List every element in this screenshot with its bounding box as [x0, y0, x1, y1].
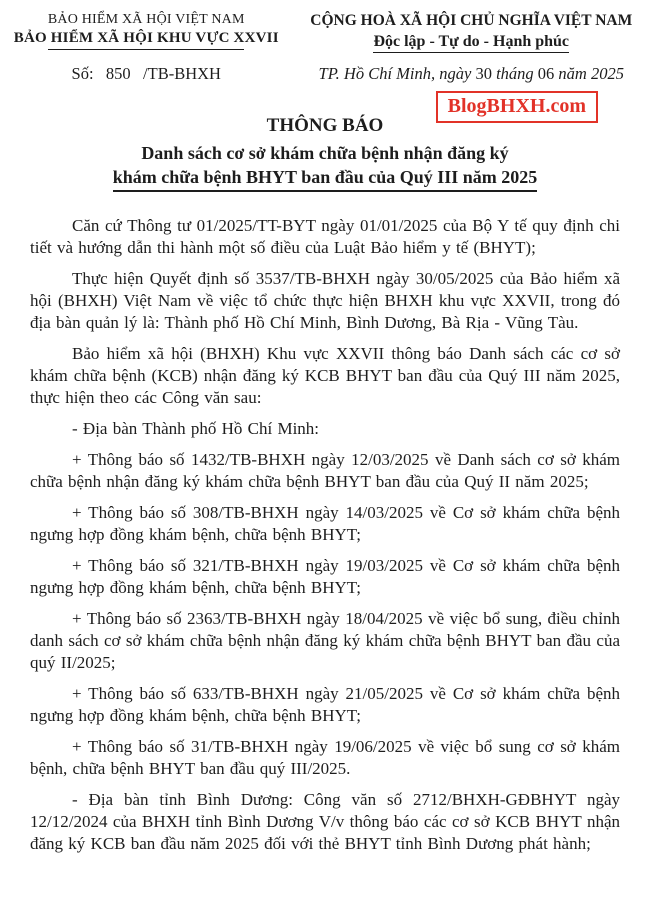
date-mid: tháng	[491, 64, 538, 83]
document-subtitle-line1: Danh sách cơ sở khám chữa bệnh nhận đăng ký	[141, 143, 509, 163]
blogbhxh-watermark-badge: BlogBHXH.com	[436, 91, 598, 123]
agency-name: BẢO HIỂM XÃ HỘI KHU VỰC XXVII	[13, 30, 279, 46]
date-day: 30	[475, 64, 492, 83]
agency-underline	[48, 49, 244, 50]
date-month: 06	[537, 64, 555, 83]
national-motto: Độc lập - Tự do - Hạnh phúc	[373, 33, 569, 53]
paragraph-notice-31: + Thông báo số 31/TB-BHXH ngày 19/06/2025 về việc bổ sung cơ sở khám bệnh, chữa bệnh BHYT ban đầu quý III/2025.	[30, 737, 620, 778]
paragraph-notice-1432: + Thông báo số 1432/TB-BHXH ngày 12/03/2025 về Danh sách cơ sở khám chữa bệnh nhận đăng ký khám chữa bệnh BHYT ban đầu của Quý II năm 2025;	[30, 450, 620, 491]
document-number: Số: 850 /TB-BHXH	[71, 64, 221, 83]
document-title: THÔNG BÁO	[266, 115, 384, 136]
date-prefix: TP. Hồ Chí Minh, ngày	[318, 64, 476, 83]
date-suffix: năm 2025	[554, 64, 624, 83]
paragraph-area-hcmc: - Địa bàn Thành phố Hồ Chí Minh:	[72, 419, 320, 438]
issuing-agency-block	[0, 12, 293, 53]
national-motto-block	[293, 12, 650, 53]
paragraph-legal-basis-1: Căn cứ Thông tư 01/2025/TT-BYT ngày 01/01/2025 của Bộ Y tế quy định chi tiết và hướng dẫn thi hành một số điều của Luật Bảo hiểm y tế (BHYT);	[30, 216, 620, 257]
number-date-row	[0, 64, 650, 84]
document-body	[30, 215, 620, 855]
agency-parent-name: BẢO HIỂM XÃ HỘI VIỆT NAM	[47, 12, 245, 27]
place-and-date	[293, 64, 650, 84]
paragraph-notice-308: + Thông báo số 308/TB-BHXH ngày 14/03/2025 về Cơ sở khám chữa bệnh ngưng hợp đồng khám bệnh, chữa bệnh BHYT;	[30, 503, 620, 544]
paragraph-notice-2363: + Thông báo số 2363/TB-BHXH ngày 18/04/2025 về việc bổ sung, điều chỉnh danh sách cơ sở khám chữa bệnh nhận đăng ký khám chữa bệnh BHYT ban đầu của quý II/2025;	[30, 609, 620, 672]
paragraph-notice-633: + Thông báo số 633/TB-BHXH ngày 21/05/2025 về Cơ sở khám chữa bệnh ngưng hợp đồng khám bệnh, chữa bệnh BHYT;	[30, 684, 620, 725]
paragraph-legal-basis-2: Thực hiện Quyết định số 3537/TB-BHXH ngày 30/05/2025 của Bảo hiểm xã hội (BHXH) Việt Nam về việc tổ chức thực hiện BHXH khu vực XXVII, trong đó địa bàn quản lý là: Thành phố Hồ Chí Minh, Bình Dương, Bà Rịa - Vũng Tàu.	[30, 269, 620, 332]
paragraph-area-binh-duong: - Địa bàn tỉnh Bình Dương: Công văn số 2712/BHXH-GĐBHYT ngày 12/12/2024 của BHXH tỉnh Bình Dương V/v thông báo các cơ sở KCB BHYT nhận đăng ký KCB ban đầu năm 2025 đối với thẻ BHYT tỉnh Bình Dương phát hành;	[30, 790, 620, 853]
document-title-block	[0, 115, 650, 192]
paragraph-announcement: Bảo hiểm xã hội (BHXH) Khu vực XXVII thông báo Danh sách các cơ sở khám chữa bệnh (KCB) nhận đăng ký KCB BHYT ban đầu của Quý III năm 2025, thực hiện theo các Công văn sau:	[30, 344, 620, 407]
document-subtitle-underlined-text: khám chữa bệnh BHYT ban đầu của Quý III năm 2025	[113, 167, 538, 192]
national-title: CỘNG HOÀ XÃ HỘI CHỦ NGHĨA VIỆT NAM	[310, 12, 633, 29]
document-subtitle-line2	[0, 167, 650, 192]
document-header	[0, 0, 650, 53]
paragraph-notice-321: + Thông báo số 321/TB-BHXH ngày 19/03/2025 về Cơ sở khám chữa bệnh ngưng hợp đồng khám bệnh, chữa bệnh BHYT;	[30, 556, 620, 597]
